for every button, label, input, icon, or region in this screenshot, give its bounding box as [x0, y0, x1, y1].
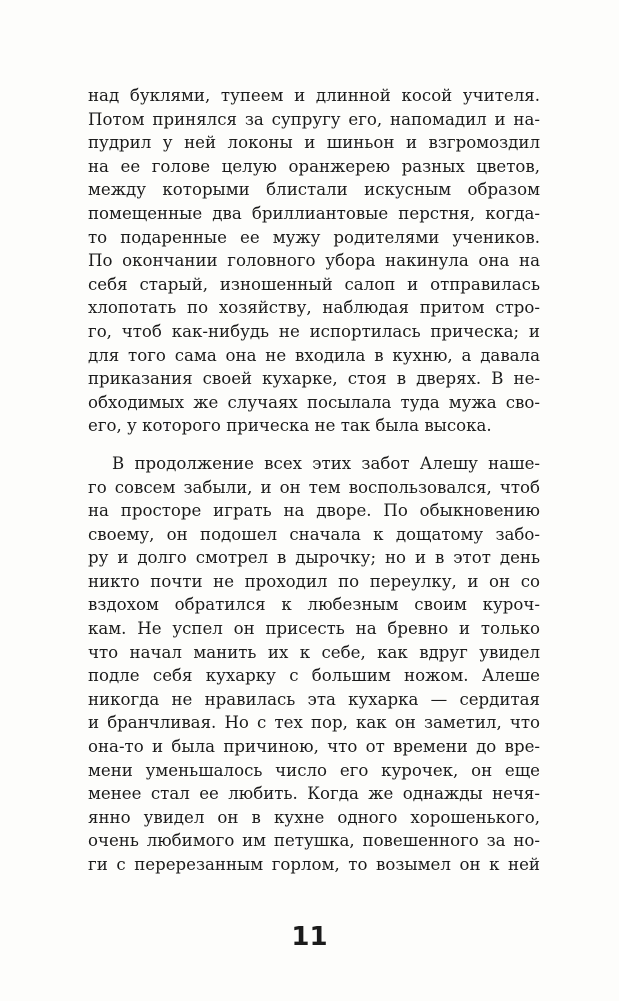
- text-line: то подаренные ее мужу родителями учеников.: [88, 227, 540, 247]
- text-line: своему, он подошел сначала к дощатому забо-: [88, 524, 540, 544]
- text-line: вздохом обратился к любезным своим куроч-: [88, 595, 540, 615]
- text-line: и бранчливая. Но с тех пор, как он заметил, что: [88, 713, 540, 733]
- text-line: хлопотать по хозяйству, наблюдая притом стро-: [88, 298, 540, 318]
- paragraph: [88, 452, 540, 877]
- text-line: ру и долго смотрел в дырочку; но и в этот день: [88, 548, 540, 568]
- text-line: на просторе играть на дворе. По обыкновению: [88, 501, 540, 521]
- text-line: обходимых же случаях посылала туда мужа сво-: [88, 392, 540, 412]
- text-line: пудрил у ней локоны и шиньон и взгромоздил: [88, 133, 540, 153]
- text-line: что начал манить их к себе, как вдруг увидел: [88, 642, 540, 662]
- text-line: его, у которого прическа не так была высока.: [88, 416, 492, 436]
- text-line: над буклями, тупеем и длинной косой учителя.: [88, 86, 540, 105]
- text-line: помещенные два бриллиантовые перстня, когда-: [88, 203, 540, 223]
- text-line: на ее голове целую оранжерею разных цветов,: [88, 156, 540, 176]
- text-line: го, чтоб как-нибудь не испортилась прическа; и: [88, 321, 540, 341]
- text-line: ги с перерезанным горлом, то возымел он к ней: [88, 855, 540, 874]
- paragraph: [88, 84, 540, 438]
- text-line: менее стал ее любить. Когда же однажды нечя-: [88, 784, 540, 804]
- text-line: она-то и была причиною, что от времени до вре-: [88, 737, 540, 757]
- page-body: [88, 84, 540, 891]
- text-line: В продолжение всех этих забот Алешу наше-: [112, 453, 540, 473]
- text-line: подле себя кухарку с большим ножом. Алеше: [88, 666, 540, 686]
- text-line: между которыми блистали искусным образом: [88, 180, 540, 200]
- text-line: го совсем забыли, и он тем воспользовался, чтоб: [88, 477, 540, 497]
- text-line: никогда не нравилась эта кухарка — сердитая: [88, 689, 540, 709]
- text-line: Потом принялся за супругу его, напомадил и на-: [88, 109, 540, 129]
- text-line: очень любимого им петушка, повешенного за но-: [88, 831, 540, 851]
- text-line: кам. Не успел он присесть на бревно и только: [88, 619, 540, 639]
- text-line: янно увидел он в кухне одного хорошенького,: [88, 807, 540, 827]
- text-line: По окончании головного убора накинула она на: [88, 251, 540, 271]
- text-line: приказания своей кухарке, стоя в дверях. В не-: [88, 369, 540, 389]
- text-line: никто почти не проходил по переулку, и он со: [88, 571, 540, 591]
- page-number: 11: [291, 922, 328, 952]
- text-line: себя старый, изношенный салоп и отправилась: [88, 274, 540, 294]
- text-line: для того сама она не входила в кухню, а давала: [88, 345, 540, 365]
- text-line: мени уменьшалось число его курочек, он еще: [88, 760, 540, 780]
